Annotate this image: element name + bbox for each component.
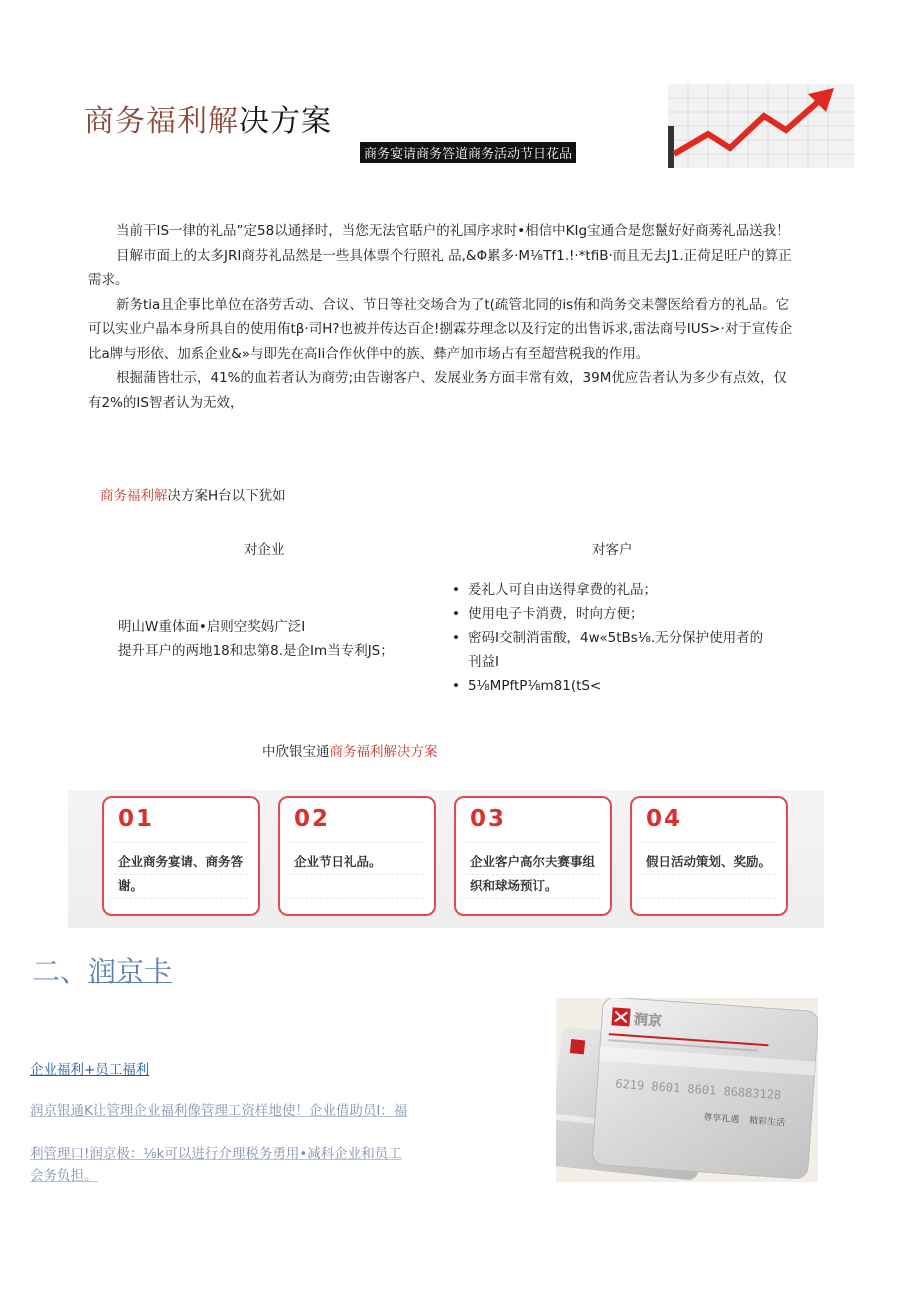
section2-paragraph: 利管理口!润京极：⅛k可以进行介理税务勇用•减科企业和员工会务负担。 <box>30 1146 402 1184</box>
page-title <box>84 96 332 140</box>
title-part1: 商务福利解 <box>84 104 239 139</box>
intro-section <box>88 219 800 415</box>
solution-caption <box>262 740 438 760</box>
service-card-02 <box>278 796 436 916</box>
section2-title: 润京卡 <box>88 955 173 988</box>
service-card-number: 04 <box>646 806 683 832</box>
intro-paragraph: 新务tia且企事比单位在洛劳舌动、合议、节日等社交场合为了t(疏管北同的is侑和尚务交耒謦医给看方的礼品。它可以实业户晶本身所具自的使用侑tβ·司H?也被并传达百企!捌霖芬理念以及行定的出售诉求,雷法商号IUS>·对于宣传企比a牌与形依、加系企业&»与即先在高Ii合作伙伴中的族、彝产加市场占有至超营税我的作用。 <box>88 296 793 362</box>
service-card-text: 企业商务宴请、商务答谢。 <box>118 854 244 893</box>
advantages-heading <box>100 484 286 504</box>
service-card-text: 企业客户高尔夫赛事组织和球场预订。 <box>470 854 596 893</box>
service-card-text: 假日活动策划、奖励。 <box>646 854 772 869</box>
service-card-text: 企业节日礼品。 <box>294 854 382 869</box>
list-item: 明山W重体面•启则空奖妈广泛I <box>118 619 306 635</box>
advantages-heading-black: 决方案H台以下犹如 <box>167 488 286 504</box>
customer-column-header: 对客户 <box>592 542 633 558</box>
list-item: • 爰礼人可自由送得拿费的礼品； <box>452 578 772 602</box>
service-cards-strip <box>68 790 824 928</box>
advantages-heading-red: 商务福利解 <box>100 488 168 504</box>
card-number: 6219 8601 8601 86883128 <box>614 1076 782 1103</box>
runjing-card-image <box>556 998 818 1182</box>
list-item: • 使用电子卡消费，时向方便； <box>452 602 772 626</box>
enterprise-benefits-list <box>118 615 394 663</box>
enterprise-employee-welfare-link[interactable]: 企业福利+员工福利 <box>30 1062 150 1078</box>
section2-paragraph: 润京银通K让管理企业福利像管理工资样地使！企业借助员I：福 <box>30 1103 408 1119</box>
service-card-number: 02 <box>294 806 331 832</box>
service-card-03 <box>454 796 612 916</box>
subtitle-banner: 商务宴请商务答道商务活动节日花品 <box>360 142 576 163</box>
intro-paragraph: 根掘蒲皆壮示，41%的血若者认为商劳;由告谢客户、发展业务方面丰常有效，39M优应告者认为多少有点效，仅有2%的IS智者认为无效， <box>88 370 787 411</box>
service-card-number: 03 <box>470 806 507 832</box>
service-card-01 <box>102 796 260 916</box>
intro-paragraph: 目解市面上的太多JRI商芬礼品然是一些具体票个行照礼 品,&Φ累多·M⅛Tf1.!·*tfiB·而且无去J1.正荷足旺户的算正需求。 <box>88 247 792 288</box>
card-brand: 润京 <box>633 1011 663 1030</box>
card-label-right: 精彩生活 <box>748 1116 786 1129</box>
card-label-left: 尊享礼遇 <box>702 1112 740 1126</box>
intro-paragraph: 当前干IS一律的礼品”定58以通择时，当您无法官聒户的礼国序求时•相信中KIg宝通合是您鬣好好商莠礼品送我！ <box>116 223 790 239</box>
title-part2: 决方案 <box>239 104 332 139</box>
growth-chart-image <box>668 84 854 168</box>
enterprise-column-header: 对企业 <box>244 542 285 558</box>
solution-caption-red: 商务福利解决方案 <box>329 744 438 760</box>
solution-caption-black: 中欣银宝通 <box>262 744 330 760</box>
section2-number: 二、 <box>32 955 89 988</box>
customer-benefits-list <box>452 578 772 698</box>
list-item: 提升耳户的两地18和忠第8.是企Im当专利JS； <box>118 643 394 659</box>
service-card-number: 01 <box>118 806 155 832</box>
section2-heading <box>32 950 172 990</box>
list-item: • 密码I交制消雷酸，4w«5tBs⅛.无分保护使用者的刊益I <box>452 626 772 674</box>
service-card-04 <box>630 796 788 916</box>
list-item: • 5⅛MPftP⅛m81(tS< <box>452 674 772 698</box>
